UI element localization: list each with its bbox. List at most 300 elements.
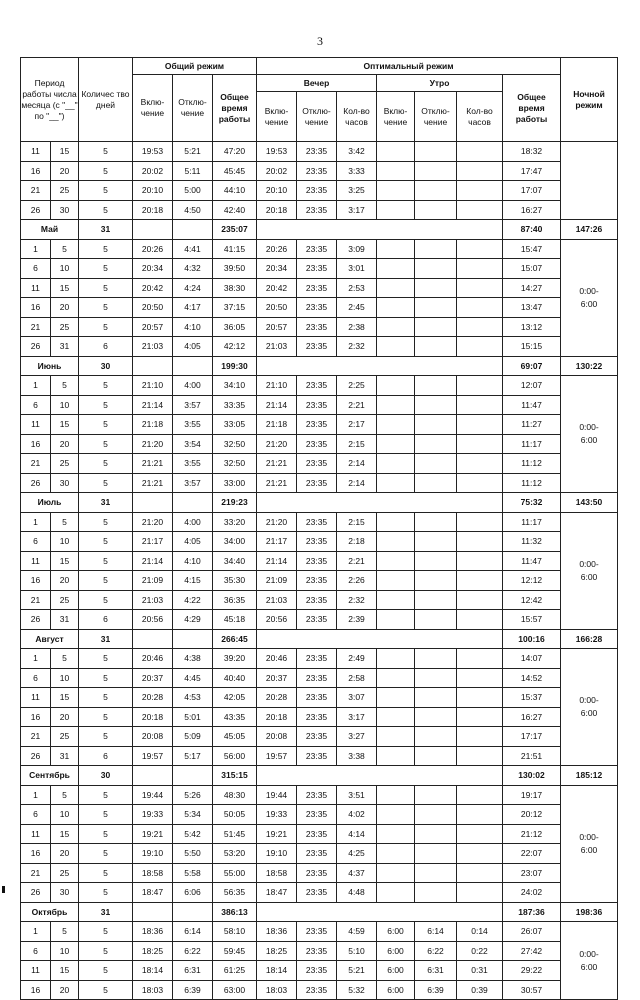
cell-c: 5 [79, 181, 133, 201]
cell-f: 33:20 [213, 512, 257, 532]
cell-i: 5:32 [337, 980, 377, 1000]
cell-j [377, 668, 415, 688]
cell-j [377, 434, 415, 454]
cell-h: 23:35 [297, 746, 337, 766]
cell-c: 5 [79, 298, 133, 318]
cell-k [415, 727, 457, 747]
cell-k [415, 707, 457, 727]
cell-c: 5 [79, 649, 133, 669]
cell-k [415, 473, 457, 493]
cell-l [457, 142, 503, 162]
cell-b: 31 [51, 610, 79, 630]
cell-h: 23:35 [297, 785, 337, 805]
table-row [21, 181, 618, 201]
cell-a: 16 [21, 571, 51, 591]
cell-f: 61:25 [213, 961, 257, 981]
cell-g: 20:26 [257, 239, 297, 259]
empty-cell [257, 493, 503, 513]
cell-d: 21:09 [133, 571, 173, 591]
cell-b: 20 [51, 298, 79, 318]
cell-b: 5 [51, 785, 79, 805]
cell-d: 18:03 [133, 980, 173, 1000]
cell-f: 32:50 [213, 454, 257, 474]
cell-f: 32:50 [213, 434, 257, 454]
cell-c: 5 [79, 376, 133, 396]
cell-k [415, 668, 457, 688]
cell-d: 18:36 [133, 922, 173, 942]
cell-c: 5 [79, 532, 133, 552]
cell-h: 23:35 [297, 805, 337, 825]
cell-g: 20:37 [257, 668, 297, 688]
cell-l [457, 863, 503, 883]
cell-m: 17:17 [503, 727, 561, 747]
cell-h: 23:35 [297, 239, 337, 259]
cell-f: 56:35 [213, 883, 257, 903]
table-row [21, 746, 618, 766]
month-night-total: 198:36 [561, 902, 618, 922]
cell-f: 37:15 [213, 298, 257, 318]
cell-m: 17:07 [503, 181, 561, 201]
cell-c: 5 [79, 415, 133, 435]
cell-b: 30 [51, 883, 79, 903]
table-row [21, 259, 618, 279]
cell-m: 21:51 [503, 746, 561, 766]
cell-h: 23:35 [297, 844, 337, 864]
cell-g: 20:46 [257, 649, 297, 669]
cell-e: 6:31 [173, 961, 213, 981]
cell-b: 20 [51, 571, 79, 591]
cell-i: 2:53 [337, 278, 377, 298]
month-night-total: 185:12 [561, 766, 618, 786]
cell-a: 1 [21, 376, 51, 396]
cell-h: 23:35 [297, 961, 337, 981]
cell-l [457, 707, 503, 727]
cell-b: 25 [51, 590, 79, 610]
cell-j [377, 532, 415, 552]
cell-j [377, 181, 415, 201]
cell-g: 21:20 [257, 434, 297, 454]
cell-l [457, 298, 503, 318]
cell-e: 4:22 [173, 590, 213, 610]
cell-a: 21 [21, 863, 51, 883]
cell-a: 6 [21, 668, 51, 688]
cell-j [377, 337, 415, 357]
cell-h: 23:35 [297, 980, 337, 1000]
cell-j [377, 707, 415, 727]
cell-l [457, 278, 503, 298]
optimal-mode-header: Оптимальный режим [257, 58, 561, 75]
cell-a: 26 [21, 883, 51, 903]
cell-e: 4:50 [173, 200, 213, 220]
cell-m: 20:12 [503, 805, 561, 825]
cell-d: 21:03 [133, 337, 173, 357]
cell-g: 21:20 [257, 512, 297, 532]
cell-l: 0:22 [457, 941, 503, 961]
scan-edge-mark [2, 886, 5, 893]
cell-h: 23:35 [297, 142, 337, 162]
cell-d: 21:21 [133, 454, 173, 474]
cell-f: 38:30 [213, 278, 257, 298]
cell-l [457, 415, 503, 435]
cell-m: 26:07 [503, 922, 561, 942]
cell-c: 5 [79, 590, 133, 610]
cell-l [457, 473, 503, 493]
cell-c: 5 [79, 512, 133, 532]
empty-cell [133, 356, 173, 376]
period-header: Период работы числа месяца (с "__" по "__") [21, 58, 79, 142]
cell-m: 15:37 [503, 688, 561, 708]
cell-a: 21 [21, 590, 51, 610]
cell-g: 20:57 [257, 317, 297, 337]
optimal-total-header: Общее время работы [503, 75, 561, 142]
month-general-total: 219:23 [213, 493, 257, 513]
cell-f: 45:18 [213, 610, 257, 630]
cell-l [457, 688, 503, 708]
cell-d: 18:58 [133, 863, 173, 883]
cell-i: 4:59 [337, 922, 377, 942]
cell-d: 18:25 [133, 941, 173, 961]
cell-f: 42:12 [213, 337, 257, 357]
cell-h: 23:35 [297, 571, 337, 591]
cell-a: 1 [21, 785, 51, 805]
morning-on-header: Вклю-чение [377, 92, 415, 142]
cell-j [377, 551, 415, 571]
empty-cell [133, 220, 173, 240]
month-night-total: 130:22 [561, 356, 618, 376]
cell-f: 51:45 [213, 824, 257, 844]
cell-i: 2:17 [337, 415, 377, 435]
cell-g: 21:10 [257, 376, 297, 396]
cell-e: 5:09 [173, 727, 213, 747]
cell-f: 44:10 [213, 181, 257, 201]
cell-i: 2:32 [337, 590, 377, 610]
empty-cell [133, 766, 173, 786]
cell-c: 5 [79, 278, 133, 298]
morning-off-header: Отклю-чение [415, 92, 457, 142]
cell-j [377, 239, 415, 259]
cell-l [457, 551, 503, 571]
cell-e: 4:05 [173, 337, 213, 357]
cell-l [457, 532, 503, 552]
cell-b: 5 [51, 512, 79, 532]
cell-d: 20:37 [133, 668, 173, 688]
cell-m: 16:27 [503, 707, 561, 727]
month-general-total: 235:07 [213, 220, 257, 240]
cell-e: 3:55 [173, 454, 213, 474]
cell-a: 11 [21, 688, 51, 708]
general-off-header: Отклю-чение [173, 75, 213, 142]
cell-l [457, 649, 503, 669]
cell-e: 4:41 [173, 239, 213, 259]
cell-d: 20:46 [133, 649, 173, 669]
cell-m: 17:47 [503, 161, 561, 181]
table-row [21, 785, 618, 805]
cell-d: 19:21 [133, 824, 173, 844]
cell-k [415, 454, 457, 474]
cell-g: 19:44 [257, 785, 297, 805]
cell-m: 21:12 [503, 824, 561, 844]
cell-i: 2:25 [337, 376, 377, 396]
cell-j [377, 688, 415, 708]
cell-h: 23:35 [297, 317, 337, 337]
cell-h: 23:35 [297, 434, 337, 454]
cell-a: 6 [21, 805, 51, 825]
cell-a: 6 [21, 395, 51, 415]
table-row [21, 707, 618, 727]
table-row [21, 142, 618, 162]
cell-b: 20 [51, 980, 79, 1000]
cell-m: 11:27 [503, 415, 561, 435]
table-row [21, 863, 618, 883]
cell-j [377, 571, 415, 591]
cell-k [415, 785, 457, 805]
table-row [21, 298, 618, 318]
cell-g: 21:03 [257, 590, 297, 610]
empty-cell [173, 629, 213, 649]
cell-i: 2:45 [337, 298, 377, 318]
cell-e: 4:10 [173, 551, 213, 571]
cell-m: 23:07 [503, 863, 561, 883]
cell-e: 5:01 [173, 707, 213, 727]
month-summary-row [21, 629, 618, 649]
cell-f: 43:35 [213, 707, 257, 727]
month-night-total: 166:28 [561, 629, 618, 649]
cell-e: 4:24 [173, 278, 213, 298]
cell-e: 4:00 [173, 376, 213, 396]
cell-d: 18:47 [133, 883, 173, 903]
cell-d: 20:10 [133, 181, 173, 201]
month-summary-row [21, 356, 618, 376]
cell-l [457, 376, 503, 396]
cell-f: 40:40 [213, 668, 257, 688]
morning-hours-header: Кол-во часов [457, 92, 503, 142]
night-mode-cell: 0:00- 6:00 [561, 239, 618, 356]
cell-b: 15 [51, 688, 79, 708]
cell-m: 12:12 [503, 571, 561, 591]
cell-c: 6 [79, 610, 133, 630]
empty-cell [257, 220, 503, 240]
cell-l [457, 590, 503, 610]
cell-h: 23:35 [297, 668, 337, 688]
cell-k [415, 239, 457, 259]
cell-b: 25 [51, 317, 79, 337]
cell-i: 3:51 [337, 785, 377, 805]
table-row [21, 922, 618, 942]
cell-l: 0:39 [457, 980, 503, 1000]
cell-a: 16 [21, 161, 51, 181]
cell-h: 23:35 [297, 863, 337, 883]
cell-f: 48:30 [213, 785, 257, 805]
cell-a: 21 [21, 727, 51, 747]
evening-header: Вечер [257, 75, 377, 92]
cell-f: 58:10 [213, 922, 257, 942]
cell-k [415, 278, 457, 298]
cell-h: 23:35 [297, 727, 337, 747]
cell-j [377, 512, 415, 532]
cell-j [377, 395, 415, 415]
cell-g: 18:58 [257, 863, 297, 883]
cell-c: 5 [79, 551, 133, 571]
cell-k [415, 590, 457, 610]
month-optimal-total: 87:40 [503, 220, 561, 240]
cell-m: 14:27 [503, 278, 561, 298]
cell-m: 11:47 [503, 551, 561, 571]
cell-e: 3:54 [173, 434, 213, 454]
cell-j [377, 259, 415, 279]
cell-k [415, 844, 457, 864]
cell-l [457, 317, 503, 337]
cell-i: 2:39 [337, 610, 377, 630]
cell-d: 19:44 [133, 785, 173, 805]
cell-b: 30 [51, 200, 79, 220]
cell-c: 5 [79, 707, 133, 727]
cell-h: 23:35 [297, 610, 337, 630]
cell-l [457, 610, 503, 630]
cell-c: 5 [79, 142, 133, 162]
cell-j [377, 844, 415, 864]
cell-b: 20 [51, 434, 79, 454]
cell-j [377, 376, 415, 396]
cell-k [415, 200, 457, 220]
cell-j [377, 727, 415, 747]
cell-a: 11 [21, 415, 51, 435]
cell-e: 4:53 [173, 688, 213, 708]
table-row [21, 649, 618, 669]
cell-j [377, 805, 415, 825]
cell-k: 6:14 [415, 922, 457, 942]
cell-g: 19:21 [257, 824, 297, 844]
cell-g: 20:08 [257, 727, 297, 747]
table-row [21, 941, 618, 961]
night-mode-cell: 0:00- 6:00 [561, 785, 618, 902]
cell-e: 5:11 [173, 161, 213, 181]
cell-e: 4:45 [173, 668, 213, 688]
cell-h: 23:35 [297, 337, 337, 357]
month-name: Июль [21, 493, 79, 513]
cell-e: 6:14 [173, 922, 213, 942]
cell-a: 16 [21, 980, 51, 1000]
cell-c: 5 [79, 883, 133, 903]
cell-a: 21 [21, 317, 51, 337]
cell-e: 5:00 [173, 181, 213, 201]
cell-a: 26 [21, 337, 51, 357]
cell-g: 18:25 [257, 941, 297, 961]
cell-m: 15:57 [503, 610, 561, 630]
empty-cell [257, 629, 503, 649]
cell-l: 0:31 [457, 961, 503, 981]
month-general-total: 386:13 [213, 902, 257, 922]
table-row [21, 844, 618, 864]
cell-k [415, 883, 457, 903]
cell-a: 6 [21, 941, 51, 961]
cell-d: 20:08 [133, 727, 173, 747]
cell-e: 4:17 [173, 298, 213, 318]
empty-cell [257, 766, 503, 786]
cell-c: 5 [79, 727, 133, 747]
cell-c: 5 [79, 922, 133, 942]
cell-i: 3:27 [337, 727, 377, 747]
cell-d: 21:14 [133, 395, 173, 415]
empty-cell [173, 493, 213, 513]
cell-k [415, 317, 457, 337]
cell-h: 23:35 [297, 883, 337, 903]
cell-a: 1 [21, 512, 51, 532]
table-row [21, 824, 618, 844]
cell-h: 23:35 [297, 590, 337, 610]
empty-cell [173, 220, 213, 240]
cell-a: 6 [21, 532, 51, 552]
lighting-schedule-table [20, 57, 618, 1000]
cell-c: 5 [79, 688, 133, 708]
cell-m: 30:57 [503, 980, 561, 1000]
cell-m: 12:07 [503, 376, 561, 396]
cell-k [415, 571, 457, 591]
empty-cell [133, 493, 173, 513]
cell-a: 11 [21, 142, 51, 162]
cell-h: 23:35 [297, 200, 337, 220]
cell-i: 4:25 [337, 844, 377, 864]
month-name: Июнь [21, 356, 79, 376]
cell-i: 3:09 [337, 239, 377, 259]
empty-cell [173, 356, 213, 376]
cell-m: 14:52 [503, 668, 561, 688]
cell-d: 20:18 [133, 707, 173, 727]
cell-g: 19:57 [257, 746, 297, 766]
cell-h: 23:35 [297, 707, 337, 727]
month-days: 31 [79, 220, 133, 240]
cell-k: 6:39 [415, 980, 457, 1000]
cell-f: 34:40 [213, 551, 257, 571]
cell-c: 5 [79, 863, 133, 883]
cell-i: 3:07 [337, 688, 377, 708]
table-row [21, 395, 618, 415]
cell-k [415, 395, 457, 415]
cell-d: 19:10 [133, 844, 173, 864]
month-summary-row [21, 766, 618, 786]
table-row [21, 551, 618, 571]
cell-e: 3:57 [173, 395, 213, 415]
cell-i: 2:58 [337, 668, 377, 688]
cell-l [457, 259, 503, 279]
cell-c: 5 [79, 571, 133, 591]
cell-l [457, 181, 503, 201]
cell-m: 11:47 [503, 395, 561, 415]
cell-d: 20:26 [133, 239, 173, 259]
cell-b: 31 [51, 746, 79, 766]
cell-j [377, 142, 415, 162]
cell-k [415, 532, 457, 552]
month-days: 30 [79, 356, 133, 376]
month-name: Сентябрь [21, 766, 79, 786]
cell-a: 1 [21, 239, 51, 259]
cell-e: 5:50 [173, 844, 213, 864]
cell-k [415, 512, 457, 532]
cell-k [415, 161, 457, 181]
cell-g: 21:18 [257, 415, 297, 435]
cell-a: 6 [21, 259, 51, 279]
cell-d: 20:18 [133, 200, 173, 220]
cell-k [415, 259, 457, 279]
cell-b: 10 [51, 941, 79, 961]
cell-g: 20:02 [257, 161, 297, 181]
cell-k [415, 415, 457, 435]
cell-c: 5 [79, 805, 133, 825]
cell-j [377, 863, 415, 883]
cell-b: 10 [51, 805, 79, 825]
cell-d: 20:34 [133, 259, 173, 279]
cell-j [377, 590, 415, 610]
cell-f: 50:05 [213, 805, 257, 825]
